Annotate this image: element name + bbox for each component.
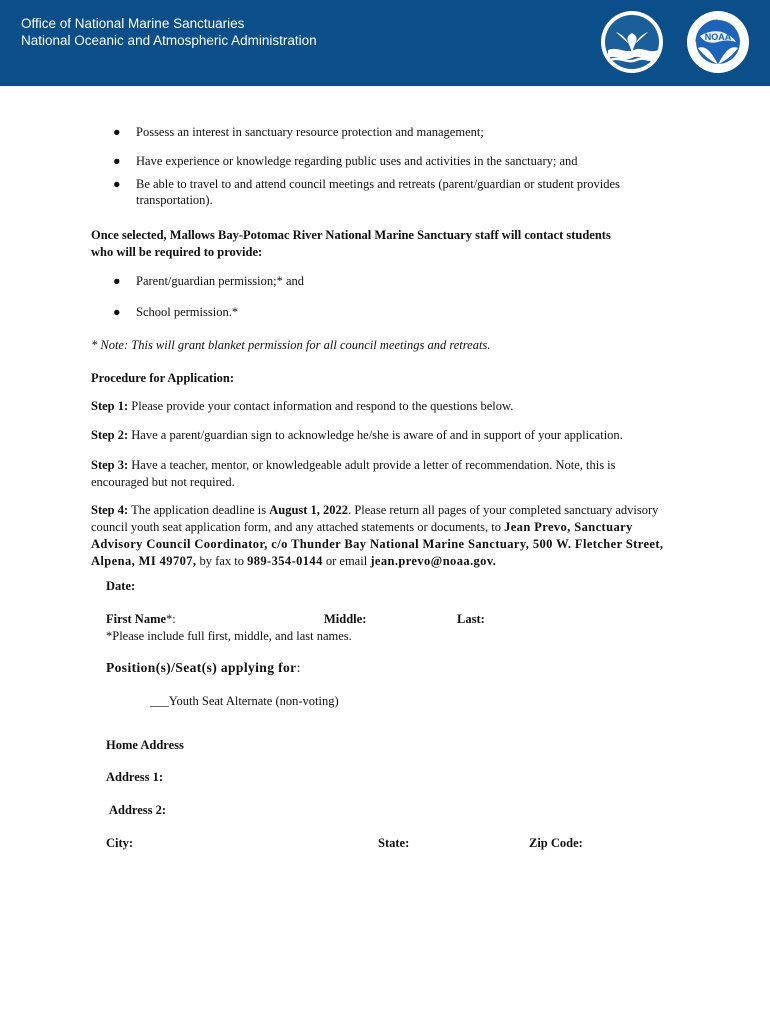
selection-bullet-1: Parent/guardian permission;* and: [136, 274, 305, 288]
header-line-2: National Oceanic and Atmospheric Administration: [21, 33, 317, 48]
address-2-field-label: Address 2:: [109, 803, 167, 817]
home-address-heading: Home Address: [106, 738, 184, 752]
position-field-label: [106, 660, 300, 676]
step-1: [91, 398, 691, 415]
step-2-text: Have a parent/guardian sign to acknowledge he/she is aware of and in support of your application.: [131, 428, 623, 442]
first-name-label-suffix: *:: [166, 612, 176, 626]
step-4-deadline: August 1, 2022: [269, 503, 349, 517]
header-title: [21, 15, 317, 49]
eligibility-bullet-1: Possess an interest in sanctuary resource protection and management;: [136, 125, 484, 139]
position-label-suffix: :: [296, 660, 301, 675]
bullet-marker: ●: [113, 177, 121, 191]
noaa-label: NOAA: [704, 32, 732, 42]
bullet-marker: ●: [113, 274, 121, 288]
step-1-label: Step 1:: [91, 399, 129, 413]
step-4-email: jean.prevo@noaa.gov.: [370, 554, 497, 568]
eligibility-bullet-3: Be able to travel to and attend council meetings and retreats (parent/guardian or student provides transportation).: [136, 177, 620, 207]
header-line-1: Office of National Marine Sanctuaries: [21, 16, 245, 31]
name-instruction: *Please include full first, middle, and last names.: [106, 629, 352, 643]
step-2: [91, 427, 691, 444]
step-4-text-b: . Please return all pages of your completed sanctuary advisory council youth seat application form, and any attached statements or documents, to: [91, 503, 659, 534]
seat-option-youth-alternate[interactable]: ___Youth Seat Alternate (non-voting): [150, 694, 339, 708]
step-3-label: Step 3:: [91, 458, 129, 472]
step-4-address: Jean Prevo, Sanctuary Advisory Council Coordinator, c/o Thunder Bay National Marine Sanctuary, 500 W. Fletcher Street, Alpena, MI 49707,: [91, 520, 664, 568]
step-4-text-d: or email: [325, 554, 368, 568]
step-2-label: Step 2:: [91, 428, 129, 442]
header-banner: [0, 0, 770, 86]
step-4: [91, 502, 681, 570]
city-field-label: City:: [106, 836, 134, 850]
step-1-text: Please provide your contact information and respond to the questions below.: [131, 399, 514, 413]
bullet-marker: ●: [113, 125, 121, 139]
middle-name-field-label: Middle:: [324, 612, 367, 626]
zip-code-field-label: Zip Code:: [529, 836, 583, 850]
bullet-marker: ●: [113, 154, 121, 168]
state-field-label: State:: [378, 836, 410, 850]
step-4-text-a: The application deadline is: [131, 503, 267, 517]
position-label-text: Position(s)/Seat(s) applying for: [106, 660, 297, 675]
whale-tail-icon: [600, 10, 664, 74]
last-name-field-label: Last:: [457, 612, 485, 626]
first-name-field-label: [106, 611, 176, 627]
step-3: [91, 457, 671, 491]
eligibility-bullet-2: Have experience or knowledge regarding public uses and activities in the sanctuary; and: [136, 154, 578, 168]
noaa-seal-icon: [686, 10, 750, 74]
first-name-label-text: First Name: [106, 612, 167, 626]
permission-note: * Note: This will grant blanket permission for all council meetings and retreats.: [91, 338, 491, 352]
procedure-heading: Procedure for Application:: [91, 371, 235, 385]
bullet-marker: ●: [113, 305, 121, 319]
step-4-text-c: by fax to: [199, 554, 244, 568]
address-1-field-label: Address 1:: [106, 770, 164, 784]
date-field-label: Date:: [106, 579, 136, 593]
selection-heading: Once selected, Mallows Bay-Potomac River National Marine Sanctuary staff will contact students who will be required to provide:: [91, 228, 611, 259]
selection-bullet-2: School permission.*: [136, 305, 239, 319]
step-3-text: Have a teacher, mentor, or knowledgeable adult provide a letter of recommendation. Note, this is encouraged but not required.: [91, 458, 616, 489]
step-4-fax: 989-354-0144: [247, 554, 323, 568]
step-4-label: Step 4:: [91, 503, 129, 517]
